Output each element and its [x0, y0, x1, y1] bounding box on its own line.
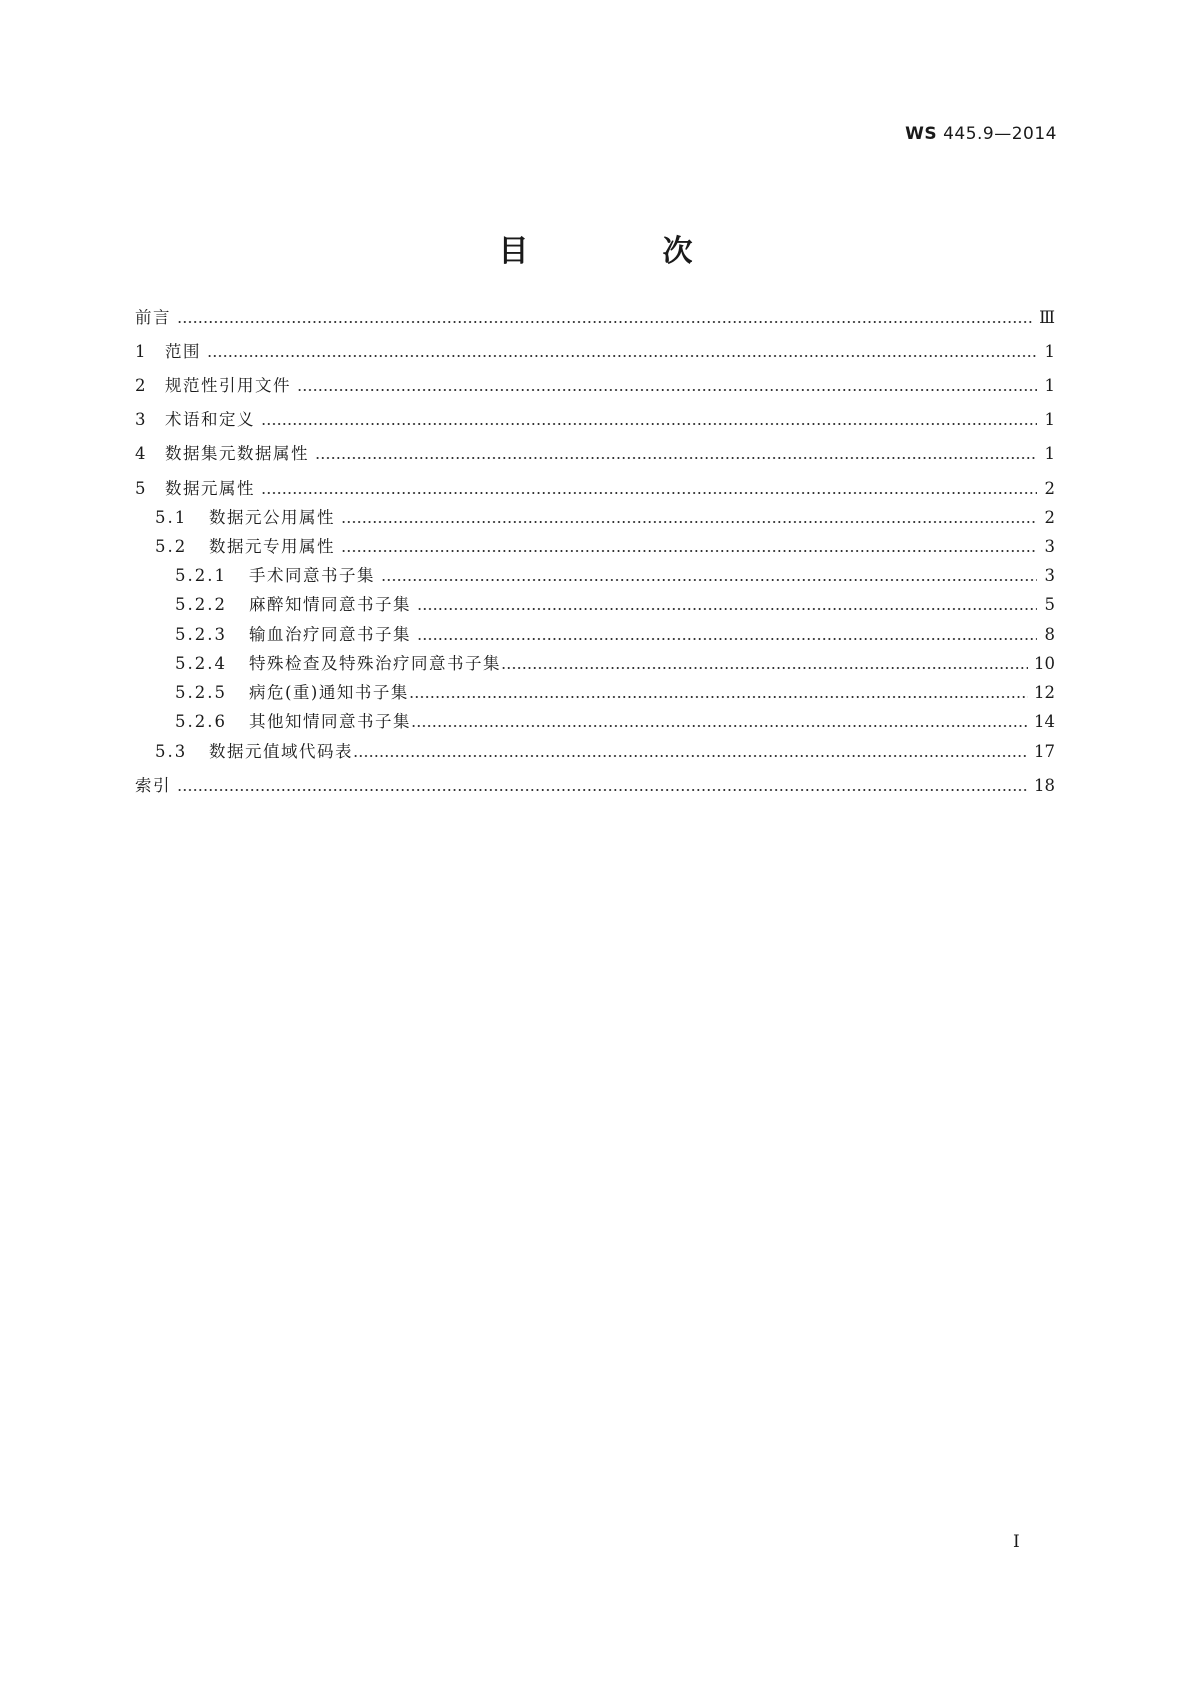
- toc-entry-anesthesia-consent[interactable]: [135, 592, 1055, 616]
- toc-entry-page: 18: [1034, 776, 1055, 795]
- table-of-contents: [135, 0, 1055, 1684]
- toc-entry-label: 数据元专用属性: [209, 537, 335, 556]
- toc-entry-terms-definitions[interactable]: [135, 407, 1055, 431]
- dot-leader: [411, 711, 1028, 733]
- toc-entry-scope[interactable]: [135, 339, 1055, 363]
- toc-entry-label: 前言: [135, 308, 171, 327]
- toc-entry-page: 10: [1034, 654, 1055, 673]
- toc-entry-transfusion-consent[interactable]: [135, 622, 1055, 646]
- toc-entry-number: 1: [135, 342, 148, 361]
- toc-entry-number: 5.2.2: [175, 595, 227, 614]
- dot-leader: [341, 507, 1037, 529]
- toc-entry-page: 5: [1044, 595, 1055, 614]
- toc-entry-label: 麻醉知情同意书子集: [249, 595, 411, 614]
- toc-entry-label: 其他知情同意书子集: [249, 712, 411, 731]
- toc-entry-label: 范围: [165, 342, 201, 361]
- toc-entry-number: 5.2.4: [175, 654, 227, 673]
- toc-entry-number: 5.2: [155, 537, 188, 556]
- toc-entry-surgery-consent[interactable]: [135, 563, 1055, 587]
- toc-entry-label: 数据元公用属性: [209, 508, 335, 527]
- toc-entry-page: 12: [1034, 683, 1055, 702]
- toc-entry-label: 数据集元数据属性: [165, 444, 309, 463]
- toc-entry-page: 2: [1044, 508, 1055, 527]
- toc-entry-data-element-attributes[interactable]: [135, 476, 1055, 500]
- dot-leader: [315, 443, 1037, 465]
- toc-entry-number: 5.2.3: [175, 625, 227, 644]
- toc-entry-number: 3: [135, 410, 148, 429]
- toc-entry-number: 5.1: [155, 508, 188, 527]
- dot-leader: [501, 653, 1028, 675]
- toc-entry-number: 5.2.6: [175, 712, 227, 731]
- toc-entry-page: 1: [1044, 410, 1055, 429]
- toc-entry-page: 3: [1044, 566, 1055, 585]
- toc-entry-common-attributes[interactable]: [135, 505, 1055, 529]
- toc-entry-number: 5.3: [155, 742, 188, 761]
- toc-entry-page: 1: [1044, 444, 1055, 463]
- toc-entry-number: 5.2.5: [175, 683, 227, 702]
- toc-entry-page: Ⅲ: [1039, 308, 1055, 327]
- toc-entry-label: 数据元属性: [165, 479, 255, 498]
- toc-entry-label: 数据元值域代码表: [209, 742, 353, 761]
- toc-entry-number: 2: [135, 376, 148, 395]
- dot-leader: [353, 741, 1028, 763]
- dot-leader: [261, 478, 1037, 500]
- toc-entry-page: 3: [1044, 537, 1055, 556]
- dot-leader: [177, 775, 1028, 797]
- dot-leader: [381, 565, 1037, 587]
- dot-leader: [409, 682, 1028, 704]
- dot-leader: [261, 409, 1037, 431]
- toc-entry-other-consent[interactable]: [135, 709, 1055, 733]
- toc-entry-label: 索引: [135, 776, 171, 795]
- toc-entry-label: 规范性引用文件: [165, 376, 291, 395]
- toc-entry-label: 特殊检查及特殊治疗同意书子集: [249, 654, 501, 673]
- toc-entry-foreword[interactable]: [135, 305, 1055, 329]
- toc-entry-page: 8: [1044, 625, 1055, 644]
- toc-entry-value-domain-codes[interactable]: [135, 739, 1055, 763]
- page-title: 目 次: [498, 234, 745, 269]
- toc-entry-label: 输血治疗同意书子集: [249, 625, 411, 644]
- toc-entry-number: 5: [135, 479, 148, 498]
- toc-entry-normative-references[interactable]: [135, 373, 1055, 397]
- dot-leader: [417, 624, 1037, 646]
- dot-leader: [297, 375, 1037, 397]
- standard-prefix: WS: [905, 124, 938, 144]
- dot-leader: [177, 307, 1033, 329]
- toc-entry-number: 4: [135, 444, 148, 463]
- page-number: I: [1013, 1532, 1020, 1552]
- toc-entry-page: 17: [1034, 742, 1055, 761]
- standard-number: 445.9—2014: [943, 124, 1057, 144]
- toc-entry-label: 术语和定义: [165, 410, 255, 429]
- toc-entry-page: 14: [1034, 712, 1055, 731]
- toc-entry-page: 1: [1044, 376, 1055, 395]
- dot-leader: [417, 594, 1037, 616]
- toc-entry-index[interactable]: [135, 773, 1055, 797]
- toc-entry-special-exam-consent[interactable]: [135, 651, 1055, 675]
- toc-entry-page: 2: [1044, 479, 1055, 498]
- toc-entry-specific-attributes[interactable]: [135, 534, 1055, 558]
- toc-entry-number: 5.2.1: [175, 566, 227, 585]
- dot-leader: [207, 341, 1037, 363]
- toc-entry-page: 1: [1044, 342, 1055, 361]
- toc-entry-critical-notice[interactable]: [135, 680, 1055, 704]
- toc-entry-label: 病危(重)通知书子集: [249, 683, 409, 702]
- toc-entry-dataset-metadata[interactable]: [135, 441, 1055, 465]
- dot-leader: [341, 536, 1037, 558]
- toc-entry-label: 手术同意书子集: [249, 566, 375, 585]
